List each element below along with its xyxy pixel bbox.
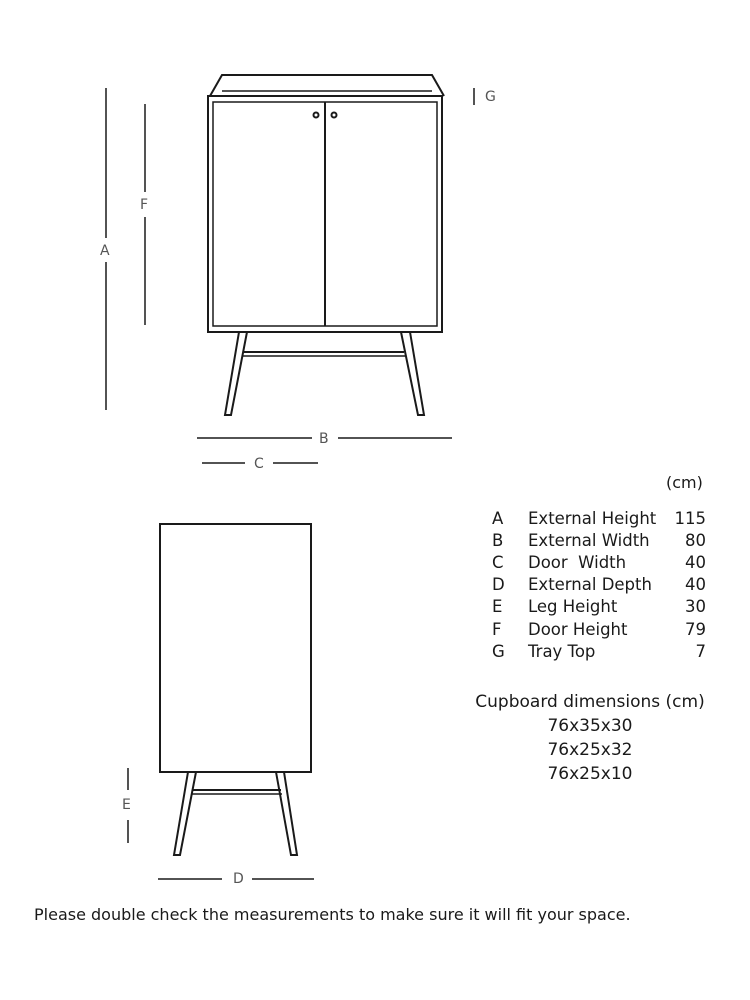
label-a: A <box>100 243 110 259</box>
label-f: F <box>140 197 149 213</box>
side-leg-left <box>174 772 196 855</box>
cupboard-item: 76x25x32 <box>547 740 633 760</box>
front-leg-left <box>225 332 247 415</box>
dimension-name: Door Width <box>528 552 627 572</box>
door-knob-left <box>314 113 319 118</box>
dimension-row-a <box>492 507 706 529</box>
tray-top <box>210 75 444 96</box>
dimension-value: 40 <box>685 552 706 572</box>
dimension-name: External Width <box>528 530 650 550</box>
dimension-name: External Depth <box>528 575 652 595</box>
dimension-key: C <box>492 552 504 572</box>
dimensions-table <box>492 507 706 662</box>
cupboard-dimensions <box>454 690 726 786</box>
dimension-value: 115 <box>674 508 706 528</box>
side-body <box>160 524 311 772</box>
label-e: E <box>122 797 131 813</box>
label-c: C <box>254 456 264 472</box>
front-dimension-lines <box>106 88 474 463</box>
cupboard-title: Cupboard dimensions (cm) <box>475 692 705 712</box>
dimension-name: Leg Height <box>528 597 618 617</box>
dimension-key: F <box>492 619 502 639</box>
side-leg-right <box>276 772 297 855</box>
dimension-row-b <box>492 529 706 551</box>
side-view <box>160 524 311 855</box>
dimension-key: G <box>492 641 505 661</box>
dimension-row-d <box>492 574 706 596</box>
dimension-row-c <box>492 551 706 573</box>
dimension-value: 30 <box>685 597 706 617</box>
dimension-key: B <box>492 530 504 550</box>
front-leg-right <box>401 332 424 415</box>
dimension-row-e <box>492 596 706 618</box>
fit-note: Please double check the measurements to make sure it will fit your space. <box>34 905 631 924</box>
front-view <box>208 75 444 415</box>
label-d: D <box>233 871 244 887</box>
door-knob-right <box>332 113 337 118</box>
dimension-value: 79 <box>685 619 706 639</box>
dimension-value: 7 <box>695 641 706 661</box>
dimension-key: A <box>492 508 504 528</box>
dimension-key: D <box>492 575 505 595</box>
label-b: B <box>319 431 329 447</box>
dimension-key: E <box>492 597 503 617</box>
dimension-name: Door Height <box>528 619 628 639</box>
dimension-value: 40 <box>685 575 706 595</box>
dimension-row-f <box>492 618 706 640</box>
dimension-name: Tray Top <box>528 641 596 661</box>
dimension-value: 80 <box>685 530 706 550</box>
label-g: G <box>485 89 496 105</box>
dimension-name: External Height <box>528 508 657 528</box>
unit-header: (cm) <box>666 473 703 492</box>
cupboard-item: 76x25x10 <box>547 764 633 784</box>
dimension-row-g <box>492 640 706 662</box>
cupboard-item: 76x35x30 <box>547 716 633 736</box>
